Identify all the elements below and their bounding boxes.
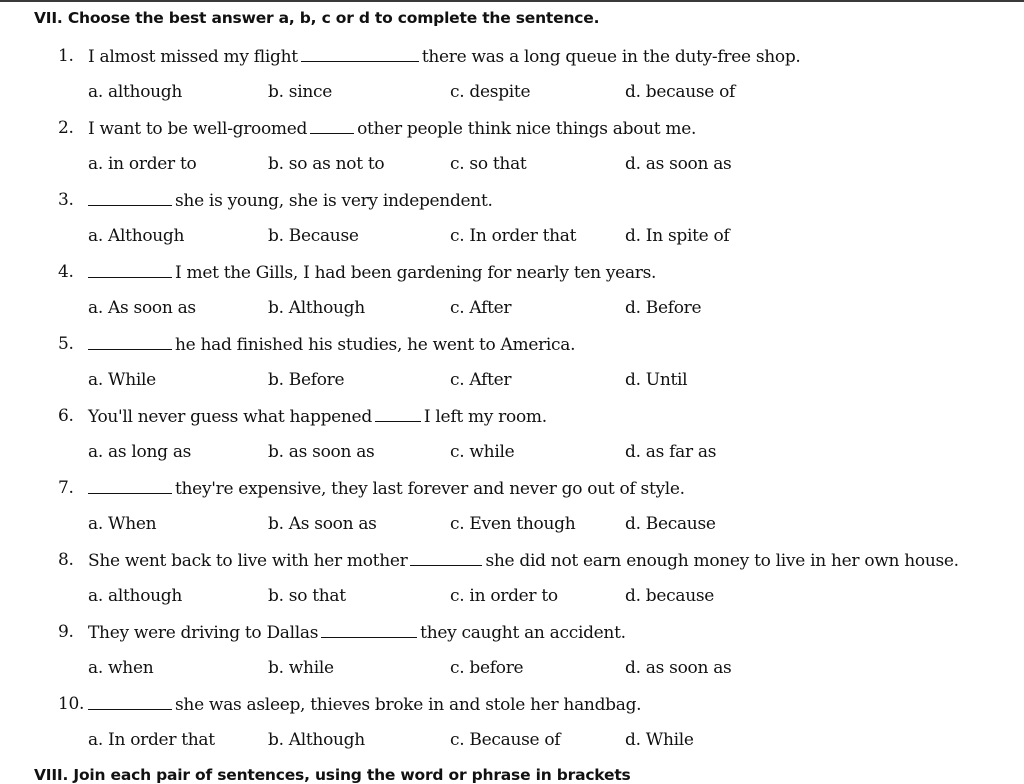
question-text-before: I almost missed my flight bbox=[88, 47, 298, 67]
question-number: 7. bbox=[58, 478, 74, 498]
question-text bbox=[88, 694, 641, 715]
question-4 bbox=[0, 262, 1024, 288]
option-d[interactable]: d. because of bbox=[625, 82, 736, 102]
answer-blank[interactable] bbox=[88, 334, 172, 350]
question-text bbox=[88, 334, 575, 355]
question-text bbox=[88, 478, 685, 499]
question-text bbox=[88, 622, 626, 643]
option-b[interactable]: b. so as not to bbox=[268, 154, 385, 174]
question-text-after: she did not earn enough money to live in her own house. bbox=[485, 551, 959, 571]
answer-blank[interactable] bbox=[321, 622, 417, 638]
option-c[interactable]: c. in order to bbox=[450, 586, 558, 606]
question-text-after: he had finished his studies, he went to America. bbox=[175, 335, 576, 355]
question-number: 1. bbox=[58, 46, 74, 66]
question-3 bbox=[0, 190, 1024, 216]
question-text-before: They were driving to Dallas bbox=[88, 623, 319, 643]
question-text bbox=[88, 190, 493, 211]
next-section-heading: VIII. Join each pair of sentences, using the word or phrase in brackets bbox=[34, 766, 631, 784]
question-text-before: You'll never guess what happened bbox=[88, 407, 372, 427]
question-text-before: I want to be well-groomed bbox=[88, 119, 308, 139]
question-text-after: I left my room. bbox=[423, 407, 547, 427]
question-text-after: she is young, she is very independent. bbox=[175, 191, 493, 211]
options-row-3 bbox=[0, 226, 1024, 252]
answer-blank[interactable] bbox=[88, 190, 172, 206]
option-b[interactable]: b. Because bbox=[268, 226, 359, 246]
answer-blank[interactable] bbox=[88, 694, 172, 710]
option-a[interactable]: a. When bbox=[88, 514, 157, 534]
option-d[interactable]: d. as soon as bbox=[625, 658, 732, 678]
question-text bbox=[88, 262, 656, 283]
question-text-after: she was asleep, thieves broke in and stole her handbag. bbox=[175, 695, 642, 715]
option-b[interactable]: b. Although bbox=[268, 730, 365, 750]
options-row-4 bbox=[0, 298, 1024, 324]
option-c[interactable]: c. In order that bbox=[450, 226, 577, 246]
answer-blank[interactable] bbox=[310, 118, 354, 134]
question-number: 9. bbox=[58, 622, 74, 642]
question-number: 6. bbox=[58, 406, 74, 426]
option-a[interactable]: a. when bbox=[88, 658, 154, 678]
option-a[interactable]: a. While bbox=[88, 370, 156, 390]
option-a[interactable]: a. In order that bbox=[88, 730, 215, 750]
question-5 bbox=[0, 334, 1024, 360]
question-text bbox=[88, 406, 547, 427]
question-text bbox=[88, 46, 801, 67]
question-number: 8. bbox=[58, 550, 74, 570]
option-d[interactable]: d. In spite of bbox=[625, 226, 730, 246]
question-1 bbox=[0, 46, 1024, 72]
option-c[interactable]: c. Because of bbox=[450, 730, 561, 750]
option-c[interactable]: c. Even though bbox=[450, 514, 576, 534]
option-c[interactable]: c. despite bbox=[450, 82, 531, 102]
option-a[interactable]: a. although bbox=[88, 586, 183, 606]
option-a[interactable]: a. in order to bbox=[88, 154, 197, 174]
question-7 bbox=[0, 478, 1024, 504]
option-a[interactable]: a. As soon as bbox=[88, 298, 196, 318]
answer-blank[interactable] bbox=[410, 550, 482, 566]
question-text-after: I met the Gills, I had been gardening for nearly ten years. bbox=[175, 263, 657, 283]
question-number: 3. bbox=[58, 190, 74, 210]
option-a[interactable]: a. Although bbox=[88, 226, 185, 246]
option-a[interactable]: a. although bbox=[88, 82, 183, 102]
question-2 bbox=[0, 118, 1024, 144]
option-b[interactable]: b. Although bbox=[268, 298, 365, 318]
options-row-6 bbox=[0, 442, 1024, 468]
question-number: 10. bbox=[58, 694, 85, 714]
option-b[interactable]: b. Before bbox=[268, 370, 345, 390]
option-b[interactable]: b. so that bbox=[268, 586, 346, 606]
question-6 bbox=[0, 406, 1024, 432]
answer-blank[interactable] bbox=[301, 46, 419, 62]
option-b[interactable]: b. As soon as bbox=[268, 514, 377, 534]
option-d[interactable]: d. Because bbox=[625, 514, 716, 534]
question-9 bbox=[0, 622, 1024, 648]
question-8 bbox=[0, 550, 1024, 576]
question-number: 5. bbox=[58, 334, 74, 354]
question-text-after: there was a long queue in the duty-free shop. bbox=[421, 47, 801, 67]
top-rule bbox=[0, 0, 1024, 2]
option-b[interactable]: b. since bbox=[268, 82, 332, 102]
answer-blank[interactable] bbox=[375, 406, 421, 422]
options-row-7 bbox=[0, 514, 1024, 540]
question-text-after: other people think nice things about me. bbox=[357, 119, 697, 139]
answer-blank[interactable] bbox=[88, 262, 172, 278]
option-a[interactable]: a. as long as bbox=[88, 442, 192, 462]
question-number: 2. bbox=[58, 118, 74, 138]
options-row-5 bbox=[0, 370, 1024, 396]
option-d[interactable]: d. as soon as bbox=[625, 154, 732, 174]
option-b[interactable]: b. while bbox=[268, 658, 334, 678]
option-b[interactable]: b. as soon as bbox=[268, 442, 375, 462]
option-d[interactable]: d. as far as bbox=[625, 442, 717, 462]
section-heading: VII. Choose the best answer a, b, c or d to complete the sentence. bbox=[34, 9, 600, 27]
options-row-1 bbox=[0, 82, 1024, 108]
option-d[interactable]: d. While bbox=[625, 730, 694, 750]
option-c[interactable]: c. After bbox=[450, 370, 512, 390]
question-text bbox=[88, 118, 696, 139]
question-text-after: they're expensive, they last forever and never go out of style. bbox=[175, 479, 685, 499]
question-text-before: She went back to live with her mother bbox=[88, 551, 408, 571]
question-number: 4. bbox=[58, 262, 74, 282]
options-row-8 bbox=[0, 586, 1024, 612]
option-c[interactable]: c. After bbox=[450, 298, 512, 318]
question-text bbox=[88, 550, 959, 571]
option-c[interactable]: c. before bbox=[450, 658, 524, 678]
option-d[interactable]: d. Before bbox=[625, 298, 702, 318]
question-10 bbox=[0, 694, 1024, 720]
question-text-after: they caught an accident. bbox=[420, 623, 626, 643]
option-c[interactable]: c. while bbox=[450, 442, 515, 462]
options-row-9 bbox=[0, 658, 1024, 684]
answer-blank[interactable] bbox=[88, 478, 172, 494]
options-row-10 bbox=[0, 730, 1024, 756]
options-row-2 bbox=[0, 154, 1024, 180]
option-d[interactable]: d. because bbox=[625, 586, 715, 606]
option-d[interactable]: d. Until bbox=[625, 370, 688, 390]
option-c[interactable]: c. so that bbox=[450, 154, 527, 174]
